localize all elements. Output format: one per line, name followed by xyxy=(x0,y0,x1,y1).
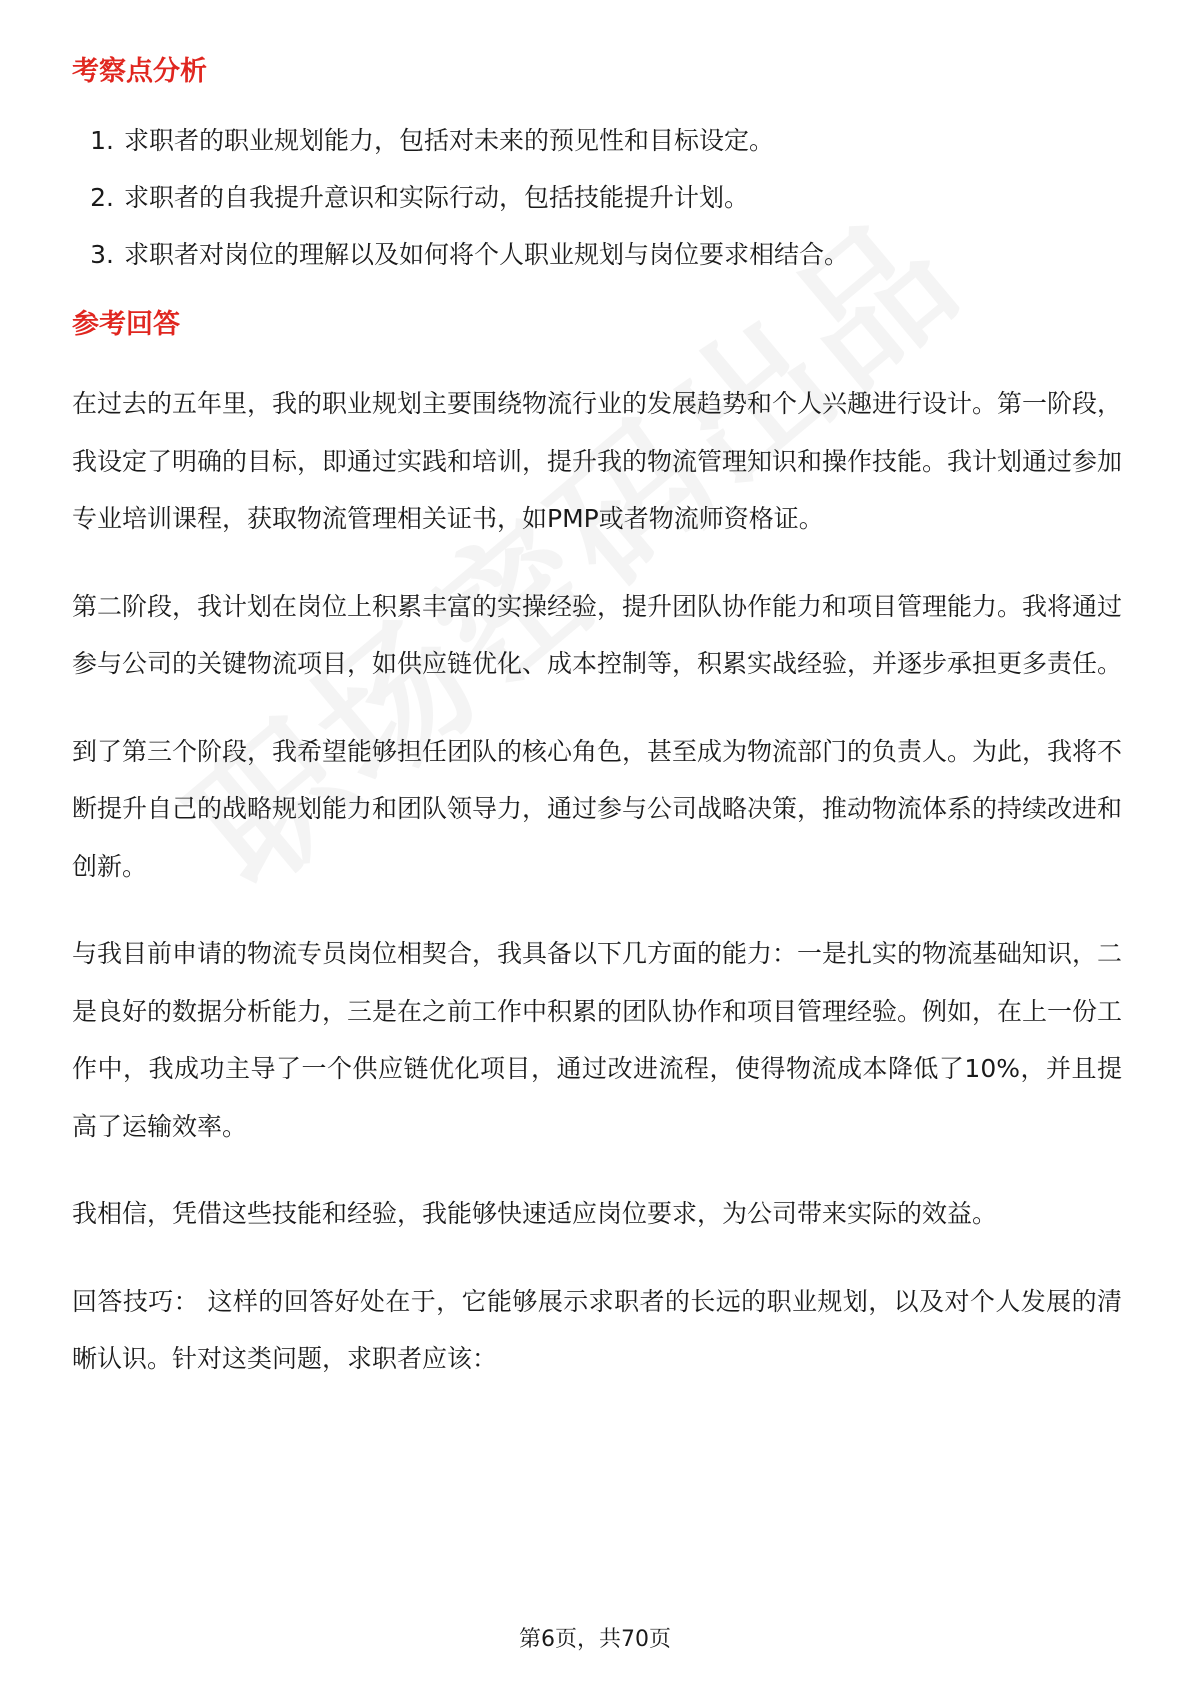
answer-paragraph-1: 在过去的五年里，我的职业规划主要围绕物流行业的发展趋势和个人兴趣进行设计。第一阶段，我设定了明确的目标，即通过实践和培训，提升我的物流管理知识和操作技能。我计划通过参加专业培训课程，获取物流管理相关证书，如PMP或者物流师资格证。 xyxy=(72,389,1123,533)
list-number: 2. xyxy=(90,183,114,212)
list-item xyxy=(72,112,1122,169)
list-number: 1. xyxy=(90,126,114,155)
list-number: 3. xyxy=(90,240,114,269)
document-page xyxy=(72,48,1122,1388)
analysis-list xyxy=(72,112,1122,283)
list-item xyxy=(72,226,1122,283)
analysis-title: 考察点分析 xyxy=(72,56,207,87)
answer-paragraph-5: 我相信，凭借这些技能和经验，我能够快速适应岗位要求，为公司带来实际的效益。 xyxy=(72,1199,998,1228)
list-text: 求职者对岗位的理解以及如何将个人职业规划与岗位要求相结合。 xyxy=(124,240,850,269)
answer-paragraph-3: 到了第三个阶段，我希望能够担任团队的核心角色，甚至成为物流部门的负责人。为此，我将不断提升自己的战略规划能力和团队领导力，通过参与公司战略决策，推动物流体系的持续改进和创新。 xyxy=(72,736,1123,881)
answer-tips-paragraph: 回答技巧： 这样的回答好处在于，它能够展示求职者的长远的职业规划，以及对个人发展的清晰认识。针对这类问题，求职者应该： xyxy=(72,1286,1122,1373)
answer-paragraph-2: 第二阶段，我计划在岗位上积累丰富的实操经验，提升团队协作能力和项目管理能力。我将通过参与公司的关键物流项目，如供应链优化、成本控制等，积累实战经验，并逐步承担更多责任。 xyxy=(72,591,1123,678)
answer-title: 参考回答 xyxy=(72,309,180,340)
list-item xyxy=(72,169,1122,226)
list-text: 求职者的职业规划能力，包括对未来的预见性和目标设定。 xyxy=(124,126,775,155)
list-text: 求职者的自我提升意识和实际行动，包括技能提升计划。 xyxy=(124,183,750,212)
answer-paragraph-4: 与我目前申请的物流专员岗位相契合，我具备以下几方面的能力：一是扎实的物流基础知识，二是良好的数据分析能力，三是在之前工作中积累的团队协作和项目管理经验。例如，在上一份工作中，我成功主导了一个供应链优化项目，通过改进流程，使得物流成本降低了10%，并且提高了运输效率。 xyxy=(72,939,1123,1141)
page-number: 第6页，共70页 xyxy=(519,1627,671,1652)
